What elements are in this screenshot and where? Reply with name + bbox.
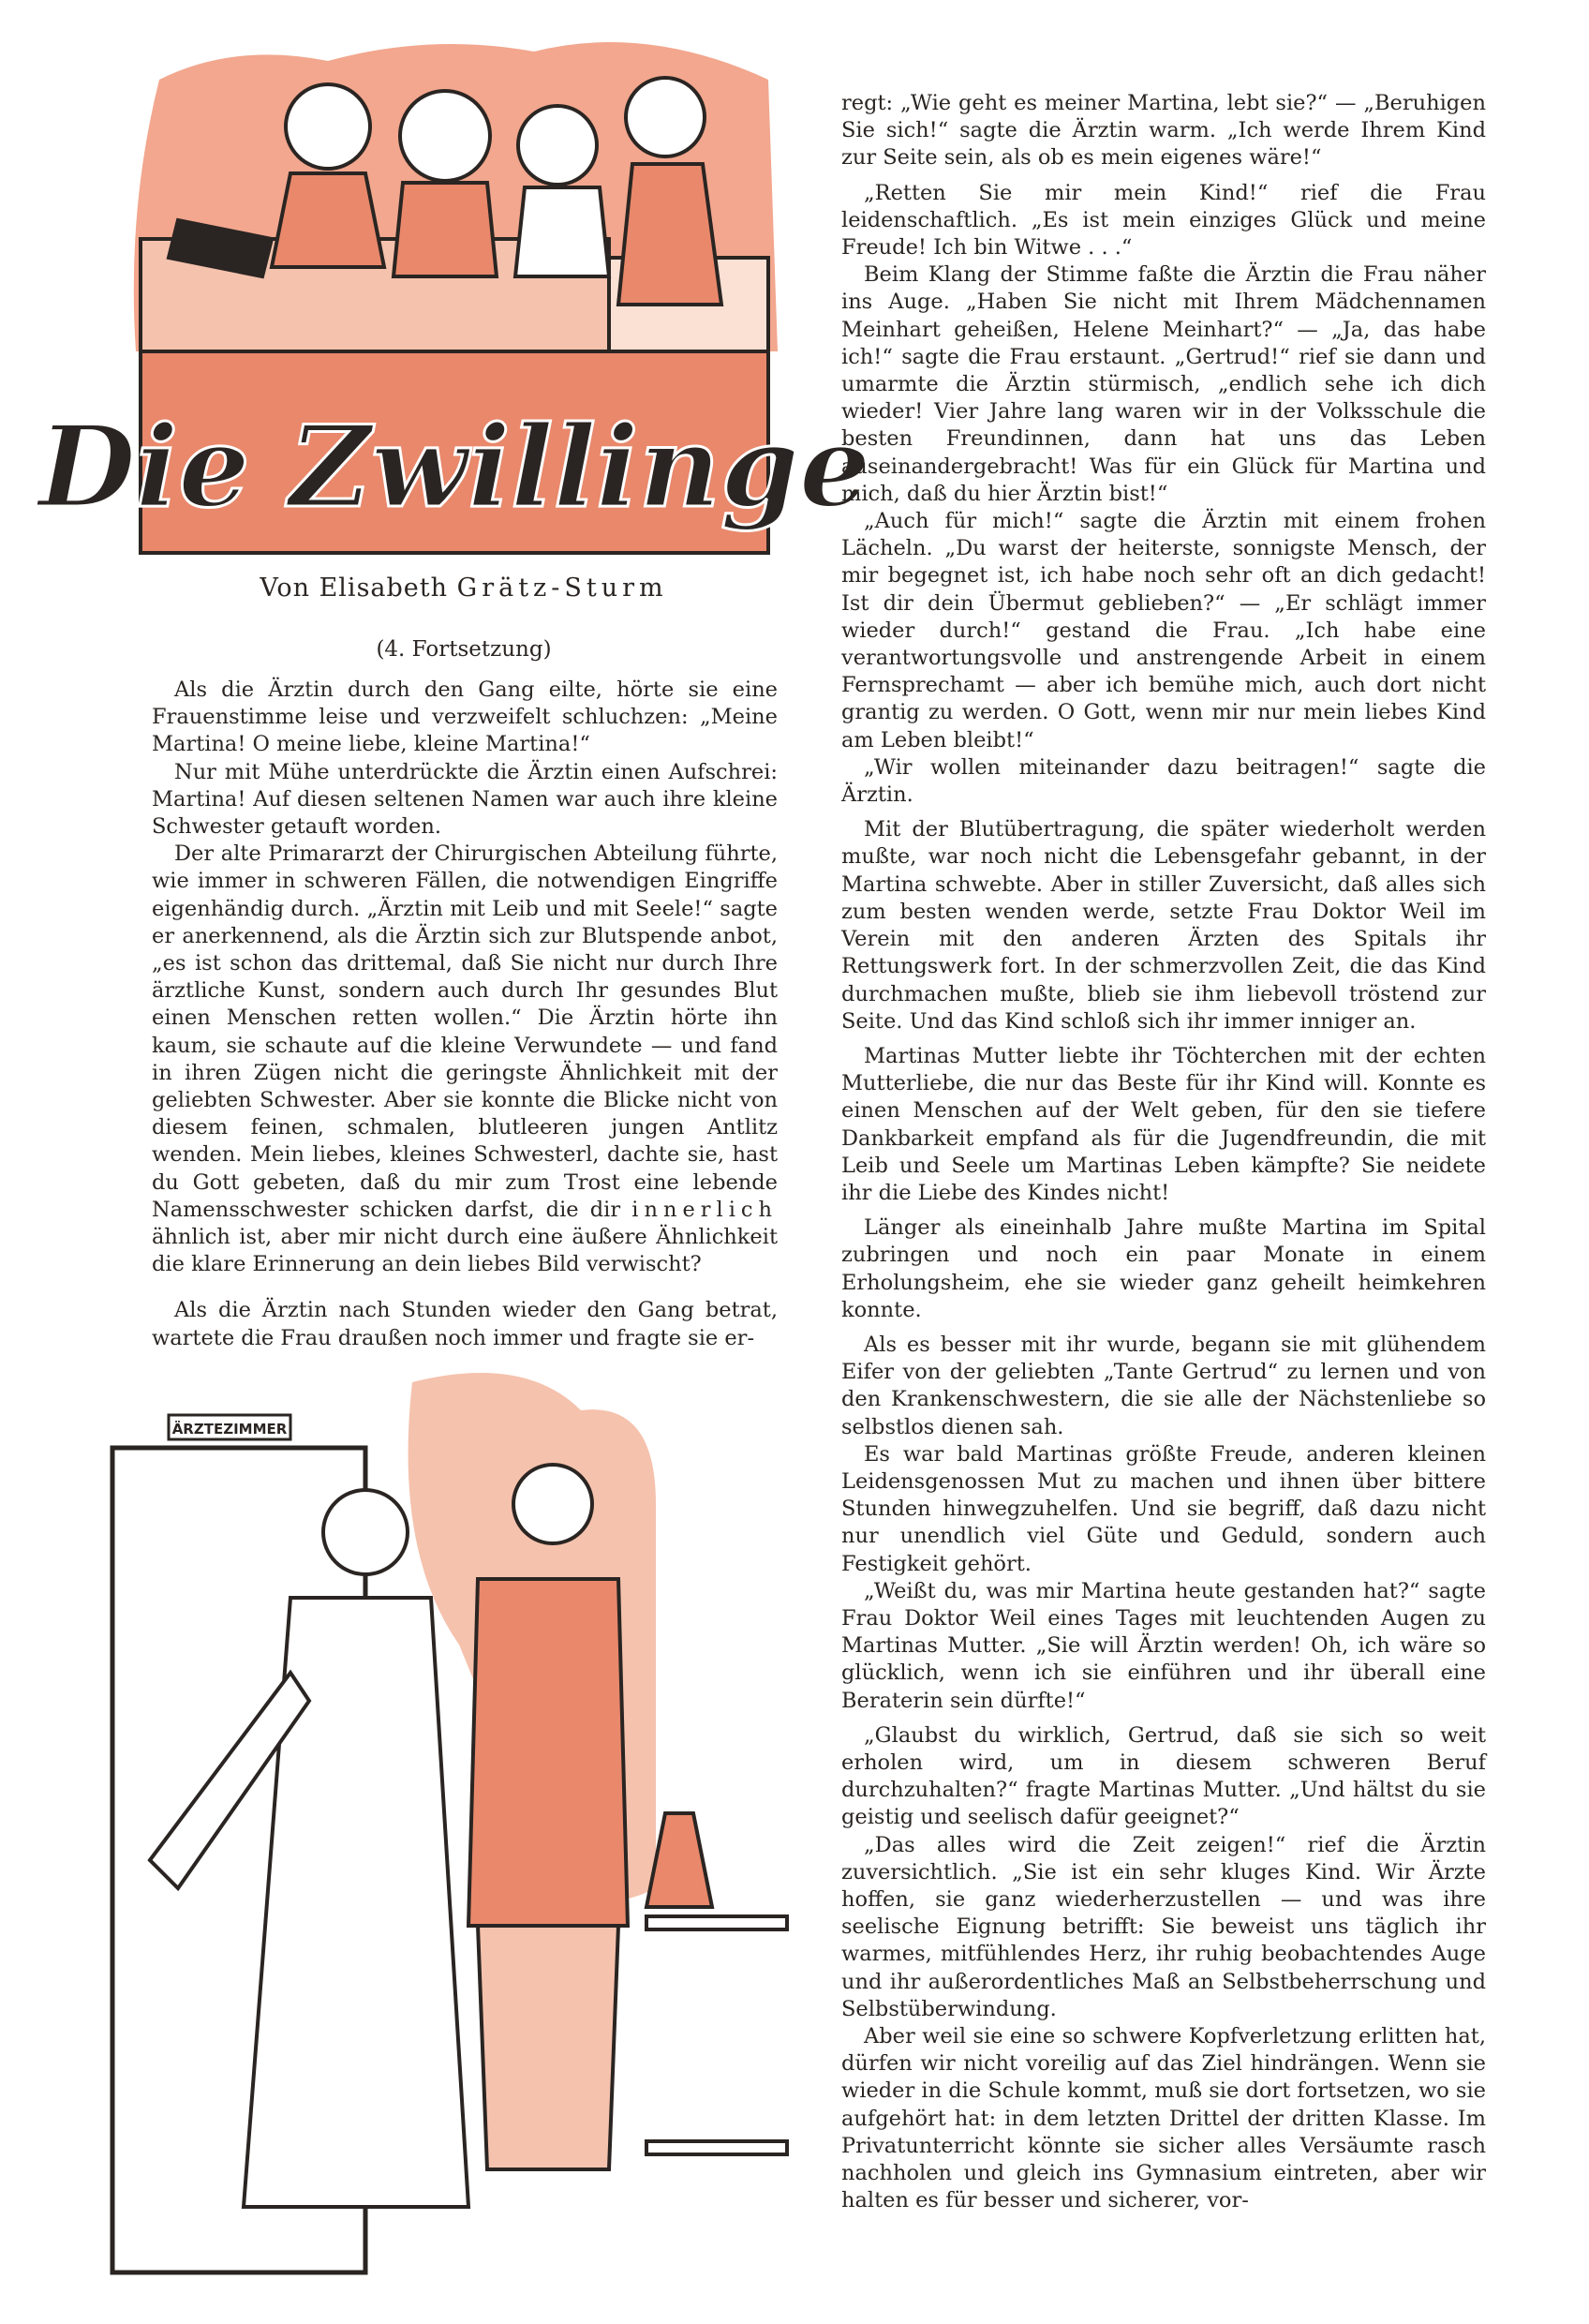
byline — [141, 574, 787, 603]
header-illustration — [37, 23, 871, 558]
emphasized-word: innerlich — [631, 1197, 779, 1222]
paragraph: Als die Ärztin durch den Gang eilte, hörte sie eine Frauenstimme leise und verzweifelt schluchzen: „Meine Martina! O meine liebe, kleine Martina!“ — [152, 678, 778, 757]
door-sign: ÄRZTEZIMMER — [171, 1421, 288, 1438]
installment-label: (4. Fortsetzung) — [376, 637, 552, 662]
paragraph: Es war bald Martinas größte Freude, anderen kleinen Leidensgenossen Mut zu machen und ihnen über bittere Stunden hinwegzuhelfen. Und sie begriff, daß dazu nicht nur unendlich viel Güte und Geduld, sondern auch Festigkeit gehört. — [841, 1441, 1486, 1576]
byline-prefix: Von Elisabeth — [260, 574, 449, 603]
paragraph: „Auch für mich!“ sagte die Ärztin mit einem frohen Lächeln. „Du warst der heiterste, sonnigste Mensch, der mir begegnet ist, ich habe noch sehr oft an dich gedacht! Ist dir dein Übermut geblieben?“ — „Er schlägt immer wieder durch!“ gestand die Frau. „Ich habe eine verantwortungsvolle und anstrengende Arbeit in einem Fernsprechamt — aber ich bemühe mich, auch dort nicht grantig zu werden. O Gott, wenn mir nur mein liebes Kind am Leben bleibt!“ — [841, 509, 1486, 752]
paragraph: Der alte Primararzt der Chirurgischen Abteilung führte, wie immer in schweren Fällen, die notwendigen Eingriffe eigenhändig durch. „Ärztin mit Leib und mit Seele!“ sagte er anerkennend, als die Ärztin sich zur Blutspende anbot, „es ist schon das drittemal, daß Sie nicht nur durch Ihre ärztliche Kunst, sondern auch durch Ihr gesundes Blut einen Menschen retten wollen.“ Die Ärztin hörte ihn kaum, sie schaute auf die kleine Verwundete — und fand in ihren Zügen nicht die geringste Ähnlichkeit mit der geliebten Schwester. Aber sie konnte die Blicke nicht von diesem feinen, schmalen, blutleeren jungen Antlitz wenden. Mein liebes, kleines Schwesterl, dachte sie, hast du Gott gebeten, daß du mir zum Trost eine lebende Namensschwester schicken darfst, die dir innerlich ähnlich ist, aber mir nicht durch eine äußere Ähnlichkeit die klare Erinnerung an dein liebes Bild verwischt? — [152, 842, 779, 1277]
title-logo: Die Zwillinge — [37, 401, 871, 533]
paragraph: Als es besser mit ihr wurde, begann sie mit glühendem Eifer von der geliebten „Tante Gertrud“ zu lernen und von den Krankenschwestern, die sie alle der Nächstenliebe so selbstlos dienen sah. — [841, 1332, 1486, 1439]
author-name: Grätz-Sturm — [456, 574, 668, 603]
paragraph: „Retten Sie mir mein Kind!“ rief die Frau leidenschaftlich. „Es ist mein einziges Glück und meine Freude! Ich bin Witwe . . .“ — [841, 180, 1486, 261]
paragraph: „Glaubst du wirklich, Gertrud, daß sie sich so weit erholen wird, um in diesem schweren Beruf durchzuhalten?“ fragte Martinas Mutter. „Und hältst du sie geistig und seelisch dafür geeignet?“ — [841, 1722, 1486, 1830]
doctor-figure — [150, 1490, 468, 2207]
paragraph: „Wir wollen miteinander dazu beitragen!“ sagte die Ärztin. — [841, 754, 1486, 808]
paragraph: Aber weil sie eine so schwere Kopfverletzung erlitten hat, dürfen wir nicht voreilig auf das Ziel hindrängen. Wenn sie wieder in die Schule kommt, muß sie dort fortsetzen, wo sie aufgehört hat: in dem letzten Drittel der dritten Klasse. Im Privatunterricht könnte sie sicher alles Versäumte rasch nachholen und gleich ins Gymnasium eintreten, aber wir halten es für besser und sicherer, vor- — [841, 2024, 1486, 2213]
left-column — [152, 677, 778, 1352]
doctor-illustration — [56, 1363, 806, 2301]
paragraph: Mit der Blutübertragung, die später wiederholt werden mußte, war noch nicht die Lebensgefahr gebannt, in der Martina schwebte. Aber in stiller Zuversicht, daß alles sich zum besten wenden werde, setzte Frau Doktor Weil im Verein mit den anderen Ärzten des Spitals ihr Rettungswerk fort. In der schmerzvollen Zeit, die das Kind durchmachen mußte, blieb sie ihm liebevoll tröstend zur Seite. Und das Kind schloß sich ihr immer inniger an. — [841, 817, 1486, 1034]
paragraph: Martinas Mutter liebte ihr Töchterchen mit der echten Mutterliebe, die nur das Beste für ihr Kind will. Konnte es einen Menschen auf der Welt geben, für den sie tiefere Dankbarkeit empfand als für die Jugendfreundin, die mit Leib und Seele um Martinas Leben kämpfte? Sie neidete ihr die Liebe des Kindes nicht! — [841, 1043, 1486, 1205]
paragraph: Als die Ärztin nach Stunden wieder den Gang betrat, wartete die Frau draußen noch immer und fragte sie er- — [152, 1298, 778, 1350]
paragraph: Länger als eineinhalb Jahre mußte Martina im Spital zubringen und noch ein paar Monate in einem Erholungsheim, ehe sie wieder ganz geheilt heimkehren konnte. — [841, 1215, 1486, 1322]
paragraph: Beim Klang der Stimme faßte die Ärztin die Frau näher ins Auge. „Haben Sie nicht mit Ihrem Mädchennamen Meinhart geheißen, Helene Meinhart?“ — „Ja, das habe ich!“ sagte die Frau erstaunt. „Gertrud!“ rief sie dann und umarmte die Ärztin stürmisch, „endlich sehe ich dich wieder! Vier Jahre lang waren wir in der Volksschule die besten Freundinnen, dann hat uns das Leben auseinandergebracht! Was für ein Glück für Martina und mich, daß du hier Ärztin bist!“ — [841, 262, 1486, 506]
lab-table — [646, 1813, 787, 2154]
right-column — [841, 90, 1486, 2214]
paragraph: „Das alles wird die Zeit zeigen!“ rief die Ärztin zuversichtlich. „Sie ist ein sehr kluges Kind. Wir Ärzte hoffen, sie ganz wiederherzustellen — und was ihre seelische Eignung betrifft: Sie beweist uns täglich ihr warmes, mitfühlendes Herz, ihr ruhig beobachtendes Auge und ihr außerordentliches Maß an Selbstbeherrschung und Selbstüberwindung. — [841, 1832, 1486, 2021]
paragraph: regt: „Wie geht es meiner Martina, lebt sie?“ — „Beruhigen Sie sich!“ sagte die Ärztin warm. „Ich werde Ihrem Kind zur Seite sein, als ob es mein eigenes wäre!“ — [841, 91, 1486, 171]
paragraph: „Weißt du, was mir Martina heute gestanden hat?“ sagte Frau Doktor Weil eines Tages mit leuchtenden Augen zu Martinas Mutter. „Sie will Ärztin werden! Oh, ich wäre so glücklich, wenn ich sie einführen und ihr überall eine Beraterin sein dürfte!“ — [841, 1578, 1486, 1713]
paragraph: Nur mit Mühe unterdrückte die Ärztin einen Aufschrei: Martina! Auf diesen seltenen Namen war auch ihre kleine Schwester getauft worden. — [152, 759, 778, 840]
